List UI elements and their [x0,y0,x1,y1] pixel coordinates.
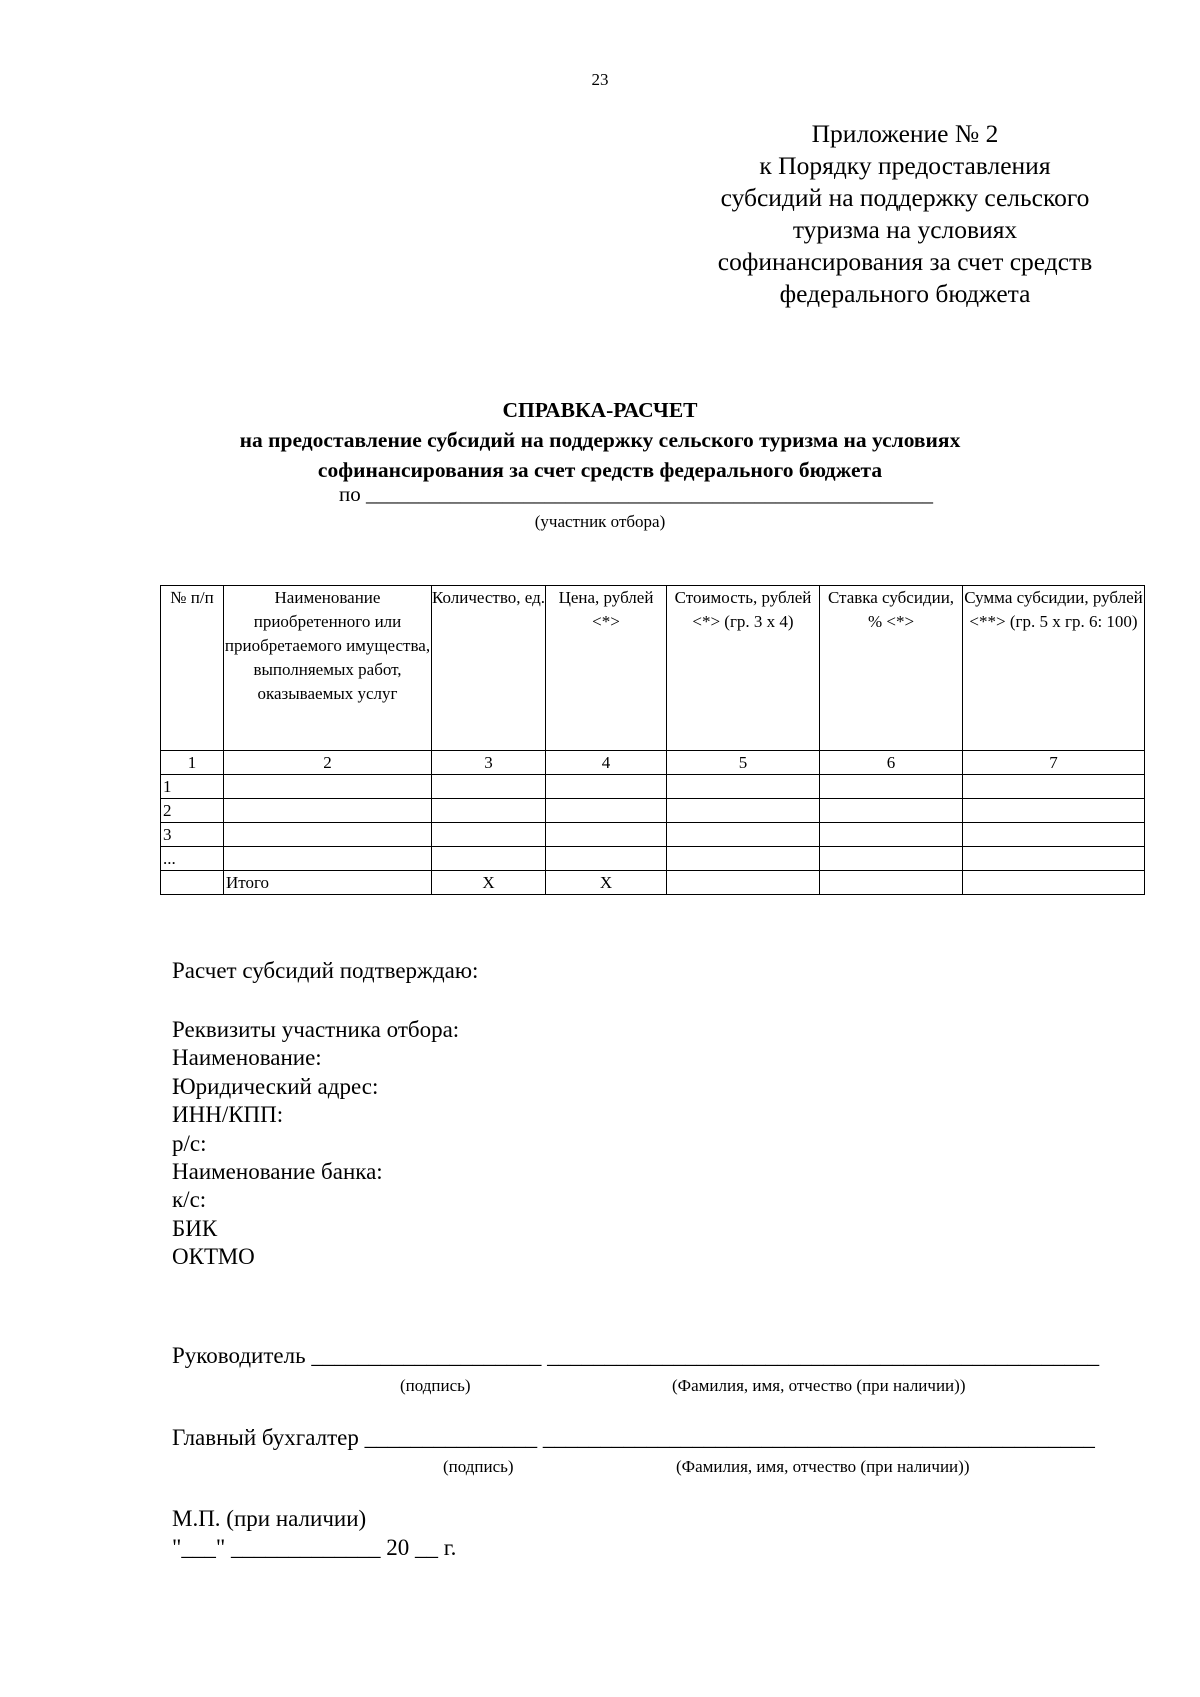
header-subsidy-sum: Сумма субсидии, рублей <**> (гр. 5 x гр. 6: 100) [963,586,1145,751]
table-cell[interactable] [820,871,963,895]
table-cell[interactable] [667,799,820,823]
requisite-item: р/с: [172,1130,207,1156]
requisite-item: Наименование банка: [172,1159,383,1185]
table-row [161,799,1145,823]
calculation-table [160,585,1145,895]
appendix-line: федерального бюджета [779,279,1031,308]
participant-caption: (участник отбора) [534,512,666,531]
requisite-item: БИК [172,1215,218,1241]
header-number: № п/п [161,586,224,751]
table-cell[interactable] [820,775,963,799]
table-cell[interactable] [667,823,820,847]
stamp-text: М.П. (при наличии) [172,1506,367,1531]
table-cell: X [546,871,667,895]
requisite-item: ИНН/КПП: [172,1102,284,1128]
appendix-header [685,118,1125,310]
table-row [161,847,1145,871]
accountant-signature-line: Главный бухгалтер _______________ ________________________________________________ [172,1425,1095,1450]
header-quantity: Количество, ед. [432,586,546,751]
table-cell: 1 [161,775,224,799]
header-cost: Стоимость, рублей <*> (гр. 3 x 4) [667,586,820,751]
table-cell[interactable] [432,799,546,823]
table-cell: ... [161,847,224,871]
table-cell: 3 [161,823,224,847]
requisites-block [172,1016,459,1272]
table-cell[interactable] [546,775,667,799]
table-cell[interactable] [667,847,820,871]
table-cell: 2 [161,799,224,823]
table-cell: 1 [161,751,224,775]
header-rate: Ставка субсидии, % <*> [820,586,963,751]
document-title: СПРАВКА-РАСЧЕТ [502,398,698,422]
document-subtitle-line: софинансирования за счет средств федерального бюджета [317,458,883,482]
header-item-name: Наименование приобретенного или приобретаемого имущества, выполняемых работ, оказываемых услуг [224,586,432,751]
table-row [161,823,1145,847]
accountant-name-caption: (Фамилия, имя, отчество (при наличии)) [676,1457,970,1476]
appendix-line: Приложение № 2 [811,119,999,148]
table-cell[interactable] [224,775,432,799]
table-cell[interactable] [432,847,546,871]
accountant-signature-caption: (подпись) [443,1457,514,1476]
column-number-row [161,751,1145,775]
table-cell[interactable] [667,871,820,895]
total-row [161,871,1145,895]
table-cell[interactable] [224,847,432,871]
participant-line: по ______________________________________________________ [339,482,933,506]
table-cell[interactable] [224,799,432,823]
document-subtitle-line: на предоставление субсидий на поддержку сельского туризма на условиях [239,428,961,452]
page-number: 23 [591,70,609,89]
table-cell[interactable] [546,799,667,823]
table-cell[interactable] [820,799,963,823]
date-line: "___" _____________ 20 __ г. [172,1535,457,1560]
document-title-block [0,395,1200,485]
table-cell: 5 [667,751,820,775]
table-cell[interactable] [963,799,1145,823]
requisite-item: Наименование: [172,1045,322,1071]
table-cell[interactable] [963,775,1145,799]
table-cell[interactable] [667,775,820,799]
table-cell: 6 [820,751,963,775]
appendix-line: туризма на условиях [792,215,1018,244]
requisite-item: Юридический адрес: [172,1073,379,1099]
requisites-heading: Реквизиты участника отбора: [172,1017,460,1042]
appendix-line: софинансирования за счет средств [717,247,1093,276]
appendix-line: субсидий на поддержку сельского [720,183,1090,212]
table-row [161,775,1145,799]
table-cell[interactable] [963,847,1145,871]
table-cell: 7 [963,751,1145,775]
table-cell[interactable] [546,823,667,847]
table-cell[interactable] [820,823,963,847]
appendix-line: к Порядку предоставления [759,151,1051,180]
table-cell: X [432,871,546,895]
head-name-caption: (Фамилия, имя, отчество (при наличии)) [672,1376,966,1395]
head-signature-caption: (подпись) [400,1376,471,1395]
table-cell[interactable] [963,871,1145,895]
header-price: Цена, рублей <*> [546,586,667,751]
head-signature-line: Руководитель ____________________ ________________________________________________ [172,1343,1100,1368]
table-cell: 2 [224,751,432,775]
table-cell: 4 [546,751,667,775]
confirm-text: Расчет субсидий подтверждаю: [172,958,479,983]
requisite-item: ОКТМО [172,1244,255,1270]
table-cell[interactable] [432,823,546,847]
table-header-row [161,586,1145,751]
table-cell [161,871,224,895]
total-label: Итого [224,871,432,895]
table-cell[interactable] [963,823,1145,847]
table-cell[interactable] [432,775,546,799]
table-cell[interactable] [546,847,667,871]
table-cell[interactable] [820,847,963,871]
table-cell: 3 [432,751,546,775]
requisite-item: к/с: [172,1187,207,1213]
table-cell[interactable] [224,823,432,847]
